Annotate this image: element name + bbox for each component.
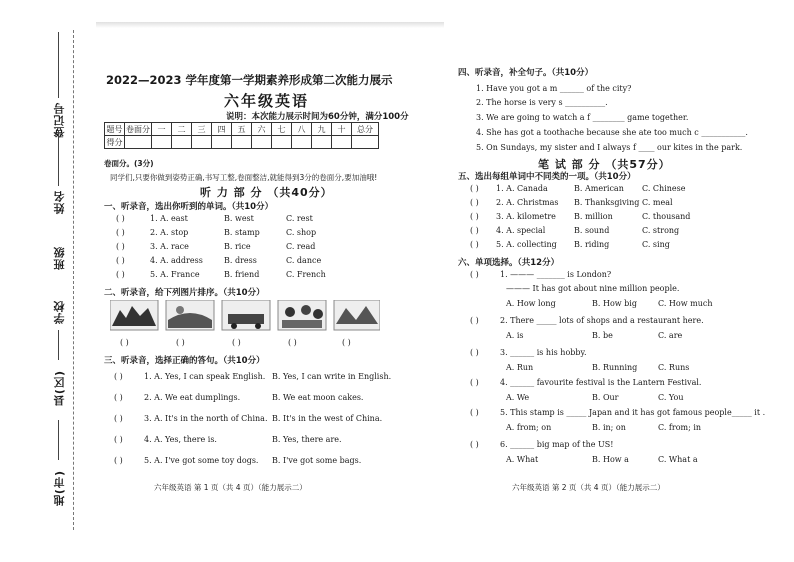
score-cell: 九 bbox=[312, 123, 332, 136]
option-b: B. rice bbox=[224, 242, 251, 251]
q2-bracket[interactable]: ( ) bbox=[288, 338, 297, 347]
score-entry bbox=[272, 136, 292, 149]
margin-line bbox=[58, 420, 59, 460]
q2-bracket[interactable]: ( ) bbox=[342, 338, 351, 347]
score-entry bbox=[332, 136, 352, 149]
score-cell: 得分 bbox=[106, 137, 123, 147]
q4-item: 2. The horse is very s __________. bbox=[476, 98, 608, 107]
answer-bracket[interactable]: ( ) bbox=[470, 316, 479, 325]
page-1 bbox=[96, 64, 444, 534]
score-entry bbox=[192, 136, 212, 149]
option-b: B. stamp bbox=[224, 228, 260, 237]
option-c: C. shop bbox=[286, 228, 317, 237]
score-cell: 二 bbox=[172, 123, 192, 136]
option-a: 3. A. kilometre bbox=[496, 212, 556, 221]
option-b: B. It's in the west of China. bbox=[272, 414, 383, 423]
score-entry bbox=[152, 136, 172, 149]
answer-bracket[interactable]: ( ) bbox=[470, 226, 479, 235]
option-b: B. sound bbox=[574, 226, 610, 235]
answer-bracket[interactable]: ( ) bbox=[470, 198, 479, 207]
margin-label-school: 学校 bbox=[53, 300, 66, 324]
q6-question: 5. This stamp is _____ Japan and it has got famous people_____ it . bbox=[500, 408, 766, 417]
option-c: C. rest bbox=[286, 214, 313, 223]
answer-bracket[interactable]: ( ) bbox=[116, 214, 125, 223]
option-a: 4. A. address bbox=[150, 256, 203, 265]
score-entry bbox=[172, 136, 192, 149]
q5-title: 五、选出每组单词中不同类的一项。（共10分） bbox=[458, 172, 636, 182]
q6-question: 4. ______ favourite festival is the Lantern Festival. bbox=[500, 378, 702, 387]
picture-2 bbox=[166, 300, 214, 330]
answer-bracket[interactable]: ( ) bbox=[470, 348, 479, 357]
answer-bracket[interactable]: ( ) bbox=[470, 212, 479, 221]
option-c: C. You bbox=[658, 393, 684, 402]
score-table-score-row bbox=[105, 136, 379, 149]
score-cell: 题号 bbox=[106, 124, 123, 134]
q6-question: 3. ______ is his hobby. bbox=[500, 348, 587, 357]
option-a: 1. A. Yes, I can speak English. bbox=[144, 372, 266, 381]
option-b: B. American bbox=[574, 184, 624, 193]
picture-1 bbox=[110, 300, 158, 330]
page-1-footer: 六年级英语 第 1 页（共 4 页）（能力展示二） bbox=[154, 483, 307, 492]
margin-label-county: 县(区) bbox=[53, 370, 66, 407]
option-a: 2. A. Christmas bbox=[496, 198, 559, 207]
option-b: B. I've got some bags. bbox=[272, 456, 362, 465]
option-c: C. from; in bbox=[658, 423, 702, 432]
score-cell: 三 bbox=[192, 123, 212, 136]
option-b: B. How a bbox=[592, 455, 629, 464]
exam-subject: 六年级英语 bbox=[224, 92, 310, 110]
option-a: A. How long bbox=[506, 299, 556, 308]
option-a: 5. A. I've got some toy dogs. bbox=[144, 456, 259, 465]
answer-bracket[interactable]: ( ) bbox=[114, 372, 123, 381]
exam-title: 2022—2023 学年度第一学期素养形成第二次能力展示 bbox=[106, 73, 393, 87]
option-a: 1. A. Canada bbox=[496, 184, 548, 193]
q6-question: 2. There _____ lots of shops and a restaurant here. bbox=[500, 316, 704, 325]
q2-title: 二、听录音，给下列图片排序。（共10分） bbox=[104, 288, 265, 298]
page-2-footer: 六年级英语 第 2 页（共 4 页）（能力展示二） bbox=[512, 483, 665, 492]
option-a: A. Run bbox=[506, 363, 534, 372]
cut-line bbox=[73, 30, 74, 530]
score-entry bbox=[125, 136, 152, 149]
answer-bracket[interactable]: ( ) bbox=[470, 440, 479, 449]
option-b: B. million bbox=[574, 212, 613, 221]
option-a: 5. A. France bbox=[150, 270, 200, 279]
binding-margin bbox=[20, 30, 90, 530]
score-cell: 总分 bbox=[352, 123, 379, 136]
page-2 bbox=[456, 64, 786, 534]
score-cell: 七 bbox=[272, 123, 292, 136]
answer-bracket[interactable]: ( ) bbox=[470, 184, 479, 193]
option-c: C. are bbox=[658, 331, 683, 340]
score-entry bbox=[292, 136, 312, 149]
score-entry bbox=[312, 136, 332, 149]
option-a: A. is bbox=[506, 331, 524, 340]
q6-question: 1. ——— _______ is London? bbox=[500, 270, 612, 279]
q2-bracket[interactable]: ( ) bbox=[232, 338, 241, 347]
option-b: B. friend bbox=[224, 270, 260, 279]
score-cell: 一 bbox=[152, 123, 172, 136]
neatness-note: 同学们,只要你做到姿势正确,书写工整,卷面整洁,就能得到3分的卷面分,要加油哦! bbox=[110, 173, 378, 182]
option-b: B. riding bbox=[574, 240, 610, 249]
option-a: A. from; on bbox=[506, 423, 552, 432]
scan-shadow bbox=[96, 22, 444, 28]
answer-bracket[interactable]: ( ) bbox=[470, 378, 479, 387]
answer-bracket[interactable]: ( ) bbox=[114, 456, 123, 465]
option-c: C. sing bbox=[642, 240, 670, 249]
score-entry bbox=[352, 136, 379, 149]
score-entry bbox=[232, 136, 252, 149]
answer-bracket[interactable]: ( ) bbox=[470, 408, 479, 417]
option-a: 2. A. stop bbox=[150, 228, 189, 237]
picture-4 bbox=[278, 300, 326, 330]
option-a: A. We bbox=[506, 393, 530, 402]
answer-bracket[interactable]: ( ) bbox=[114, 414, 123, 423]
option-c: C. How much bbox=[658, 299, 713, 308]
written-heading: 笔 试 部 分 （共57分） bbox=[538, 158, 671, 171]
option-b: B. Yes, I can write in English. bbox=[272, 372, 392, 381]
option-b: B. Our bbox=[592, 393, 619, 402]
option-b: B. How big bbox=[592, 299, 637, 308]
option-b: B. Thanksgiving bbox=[574, 198, 640, 207]
option-b: B. be bbox=[592, 331, 613, 340]
option-a: 5. A. collecting bbox=[496, 240, 557, 249]
score-cell: 卷面分 bbox=[126, 124, 150, 134]
answer-bracket[interactable]: ( ) bbox=[114, 393, 123, 402]
score-entry bbox=[252, 136, 272, 149]
option-c: C. strong bbox=[642, 226, 680, 235]
answer-bracket[interactable]: ( ) bbox=[116, 242, 125, 251]
option-b: B. Running bbox=[592, 363, 638, 372]
score-table-header-row bbox=[105, 123, 379, 136]
picture-5 bbox=[334, 300, 380, 330]
option-c: C. read bbox=[286, 242, 316, 251]
margin-line bbox=[58, 330, 59, 360]
score-cell: 八 bbox=[292, 123, 312, 136]
margin-label-name: 姓名 bbox=[53, 190, 66, 214]
score-cell: 十 bbox=[332, 123, 352, 136]
option-a: 4. A. special bbox=[496, 226, 546, 235]
score-table bbox=[104, 122, 379, 149]
option-a: 2. A. We eat dumplings. bbox=[144, 393, 241, 402]
margin-line bbox=[58, 130, 59, 186]
option-a: 3. A. It's in the north of China. bbox=[144, 414, 268, 423]
answer-bracket[interactable]: ( ) bbox=[116, 228, 125, 237]
answer-bracket[interactable]: ( ) bbox=[470, 270, 479, 279]
score-cell: 五 bbox=[232, 123, 252, 136]
option-a: 3. A. race bbox=[150, 242, 189, 251]
q1-title: 一、听录音，选出你听到的单词。（共10分） bbox=[104, 202, 274, 212]
margin-line bbox=[58, 32, 59, 98]
q3-title: 三、听录音，选择正确的答句。（共10分） bbox=[104, 356, 265, 366]
listening-heading: 听 力 部 分 （共40分） bbox=[200, 186, 333, 199]
answer-bracket[interactable]: ( ) bbox=[114, 435, 123, 444]
exam-instructions: 说明：本次能力展示时间为60分钟，满分100分 bbox=[226, 112, 409, 122]
option-b: B. Yes, there are. bbox=[272, 435, 342, 444]
answer-bracket[interactable]: ( ) bbox=[116, 270, 125, 279]
q4-item: 1. Have you got a m ______ of the city? bbox=[476, 84, 632, 93]
picture-strip bbox=[110, 300, 380, 334]
q4-item: 5. On Sundays, my sister and I always f ____ our kites in the park. bbox=[476, 143, 743, 152]
q6-title: 六、单项选择。（共12分） bbox=[458, 258, 560, 268]
answer-bracket[interactable]: ( ) bbox=[470, 240, 479, 249]
margin-label-register-no: 登记号 bbox=[53, 102, 66, 138]
option-a: 4. A. Yes, there is. bbox=[144, 435, 217, 444]
q4-item: 3. We are going to watch a f ________ game together. bbox=[476, 113, 689, 122]
option-c: C. Chinese bbox=[642, 184, 686, 193]
q6-reply: ——— It has got about nine million people. bbox=[506, 284, 680, 293]
score-entry bbox=[212, 136, 232, 149]
option-c: C. What a bbox=[658, 455, 698, 464]
option-c: C. meal bbox=[642, 198, 673, 207]
q4-item: 4. She has got a toothache because she ate too much c ___________. bbox=[476, 128, 748, 137]
option-b: B. in; on bbox=[592, 423, 626, 432]
score-cell: 六 bbox=[252, 123, 272, 136]
q2-bracket[interactable]: ( ) bbox=[176, 338, 185, 347]
option-c: C. dance bbox=[286, 256, 322, 265]
option-b: B. dress bbox=[224, 256, 257, 265]
option-b: B. west bbox=[224, 214, 254, 223]
answer-bracket[interactable]: ( ) bbox=[116, 256, 125, 265]
option-a: 1. A. east bbox=[150, 214, 188, 223]
score-cell: 四 bbox=[212, 123, 232, 136]
q4-title: 四、听录音，补全句子。（共10分） bbox=[458, 68, 594, 78]
option-c: C. Runs bbox=[658, 363, 690, 372]
option-b: B. We eat moon cakes. bbox=[272, 393, 364, 402]
neatness-label: 卷面分。(3分) bbox=[104, 159, 154, 168]
picture-3 bbox=[222, 300, 270, 330]
option-a: A. What bbox=[506, 455, 539, 464]
margin-label-class: 班级 bbox=[53, 246, 66, 270]
q6-question: 6. ______ big map of the US! bbox=[500, 440, 614, 449]
margin-label-city: 地(市) bbox=[53, 470, 66, 507]
q2-bracket[interactable]: ( ) bbox=[120, 338, 129, 347]
option-c: C. thousand bbox=[642, 212, 691, 221]
option-c: C. French bbox=[286, 270, 326, 279]
